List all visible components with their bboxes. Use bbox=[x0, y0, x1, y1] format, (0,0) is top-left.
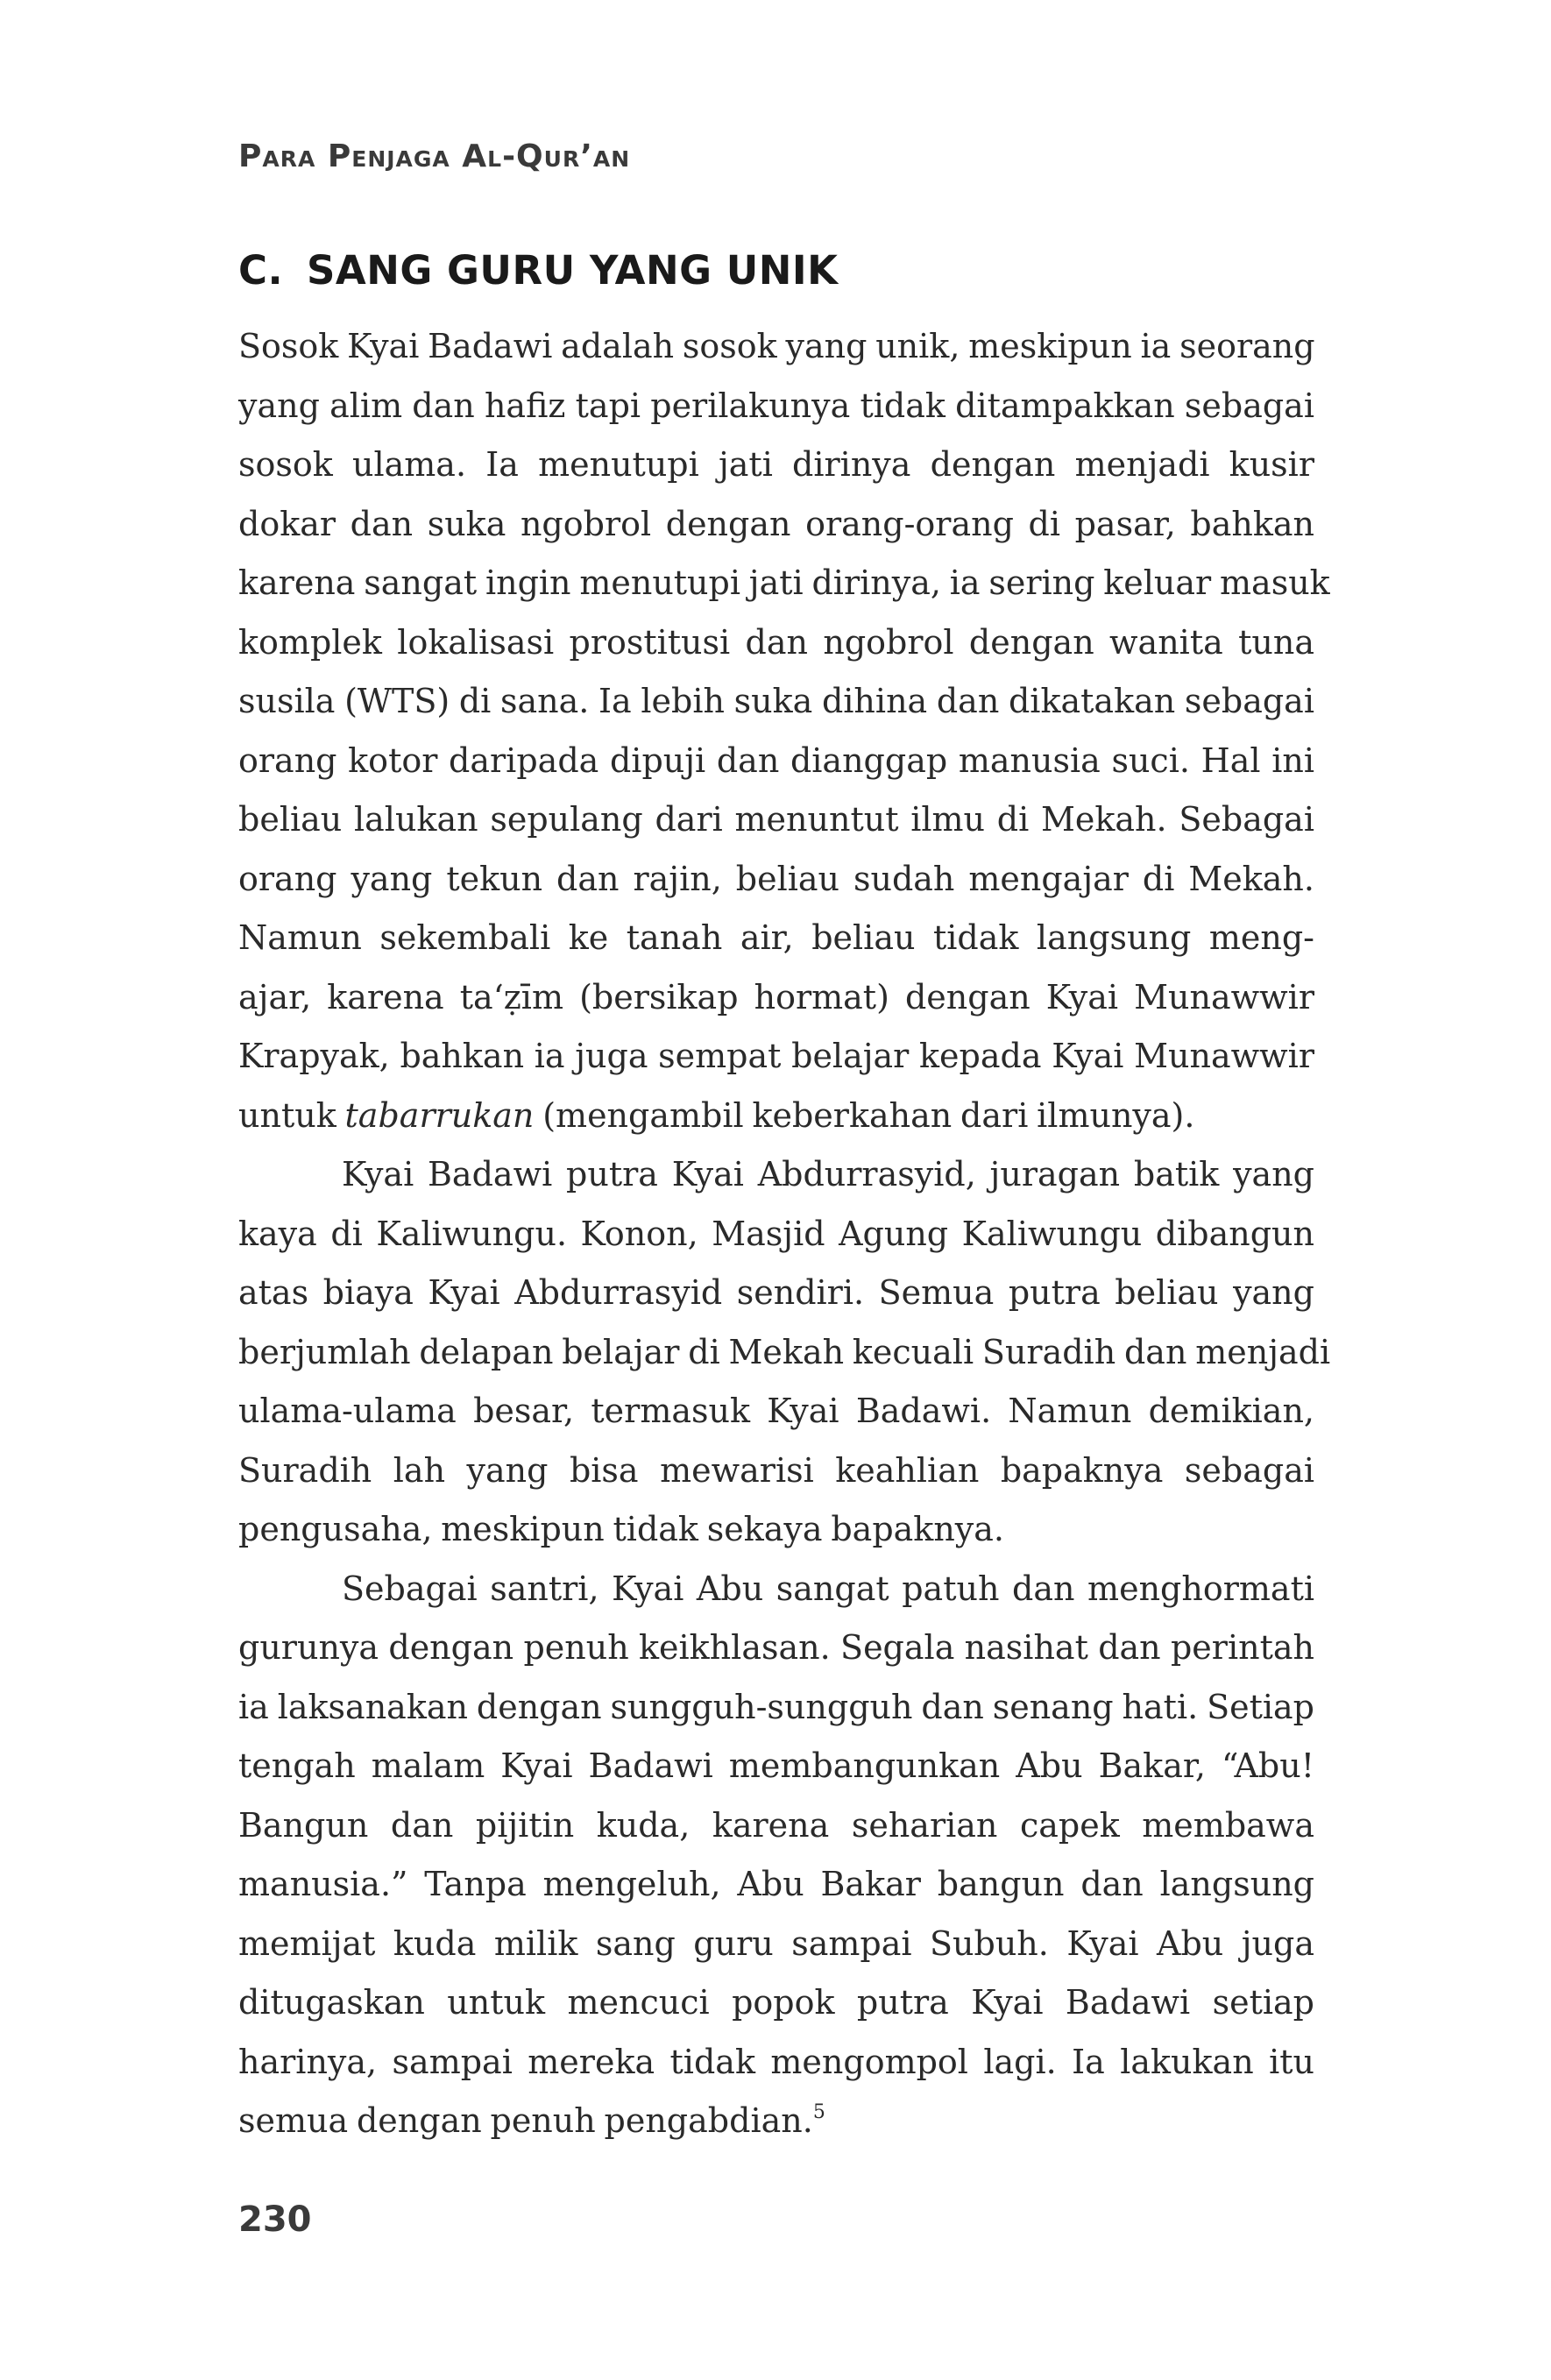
paragraph-3 bbox=[238, 1560, 1314, 2151]
text-line: Krapyak, bahkan ia juga sempat belajar kepada Kyai Munawwir bbox=[238, 1037, 1314, 1075]
footnote-reference[interactable]: 5 bbox=[812, 2101, 825, 2123]
text-line: Suradih lah yang bisa mewarisi keahlian bapaknya sebagai bbox=[238, 1450, 1314, 1490]
text-line: karena sangat ingin menutupi jati dirinya, ia sering keluar masuk bbox=[238, 563, 1330, 602]
text-line: pengusaha, meskipun tidak sekaya bapaknya. bbox=[238, 1510, 1005, 1548]
text-line: gurunya dengan penuh keikhlasan. Segala nasihat dan perintah bbox=[238, 1628, 1314, 1667]
text-line: memijat kuda milik sang guru sampai Subuh. Kyai Abu juga bbox=[238, 1923, 1314, 1963]
text-line bbox=[238, 1087, 1314, 1146]
running-head: Para Penjaga Al-Qur’an bbox=[238, 138, 631, 174]
section-heading bbox=[238, 247, 839, 294]
text-line bbox=[238, 2092, 1314, 2151]
text-line: orang kotor daripada dipuji dan dianggap manusia suci. Hal ini bbox=[238, 740, 1314, 780]
text-line: ajar, karena ta‘ẓīm (bersikap hormat) dengan Kyai Munawwir bbox=[238, 977, 1314, 1016]
text-line: susila (WTS) di sana. Ia lebih suka dihina dan dikatakan sebagai bbox=[238, 682, 1314, 720]
text-line: Namun sekembali ke tanah air, beliau tidak langsung meng- bbox=[238, 918, 1314, 957]
text-line: kaya di Kaliwungu. Konon, Masjid Agung Kaliwungu dibangun bbox=[238, 1214, 1314, 1253]
paragraph-2 bbox=[238, 1145, 1331, 1560]
section-title: SANG GURU YANG UNIK bbox=[307, 247, 839, 294]
text-line: harinya, sampai mereka tidak mengompol lagi. Ia lakukan itu bbox=[238, 2042, 1314, 2081]
text-line: manusia.” Tanpa mengeluh, Abu Bakar bangun dan langsung bbox=[238, 1865, 1314, 1903]
text-line: berjumlah delapan belajar di Mekah kecuali Suradih dan menjadi bbox=[238, 1332, 1331, 1371]
text-line: atas biaya Kyai Abdurrasyid sendiri. Semua putra beliau yang bbox=[238, 1273, 1314, 1312]
text-line: Sosok Kyai Badawi adalah sosok yang unik, meskipun ia seorang bbox=[238, 327, 1315, 365]
page-number: 230 bbox=[238, 2199, 312, 2240]
text-line: orang yang tekun dan rajin, beliau sudah mengajar di Mekah. bbox=[238, 859, 1314, 898]
section-letter: C. bbox=[238, 247, 284, 294]
text-line: tengah malam Kyai Badawi membangunkan Abu Bakar, “Abu! bbox=[238, 1746, 1314, 1785]
text-line: Sebagai santri, Kyai Abu sangat patuh dan menghormati bbox=[342, 1569, 1314, 1608]
text-line: ulama-ulama besar, termasuk Kyai Badawi. Namun demikian, bbox=[238, 1392, 1314, 1430]
text-line: dokar dan suka ngobrol dengan orang-orang di pasar, bahkan bbox=[238, 504, 1314, 543]
text-segment: untuk bbox=[238, 1095, 345, 1135]
text-line: beliau lalukan sepulang dari menuntut ilmu di Mekah. Sebagai bbox=[238, 800, 1314, 839]
text-line: sosok ulama. Ia menutupi jati dirinya dengan menjadi kusir bbox=[238, 445, 1314, 484]
text-segment: semua dengan penuh pengabdian. bbox=[238, 2101, 813, 2140]
text-line: yang alim dan hafiz tapi perilakunya tidak ditampakkan sebagai bbox=[238, 386, 1314, 425]
italic-term: tabarrukan bbox=[344, 1095, 535, 1135]
text-line: Bangun dan pijitin kuda, karena seharian capek membawa bbox=[238, 1805, 1314, 1845]
text-line: Kyai Badawi putra Kyai Abdurrasyid, juragan batik yang bbox=[342, 1155, 1314, 1194]
text-line: ditugaskan untuk mencuci popok putra Kyai Badawi setiap bbox=[238, 1983, 1314, 2022]
text-segment: (mengambil keberkahan dari ilmunya). bbox=[534, 1095, 1195, 1135]
body-text bbox=[238, 317, 1331, 2151]
text-line: ia laksanakan dengan sungguh-sungguh dan senang hati. Setiap bbox=[238, 1687, 1314, 1726]
paragraph-1 bbox=[238, 317, 1330, 1145]
text-line: komplek lokalisasi prostitusi dan ngobrol dengan wanita tuna bbox=[238, 622, 1314, 662]
